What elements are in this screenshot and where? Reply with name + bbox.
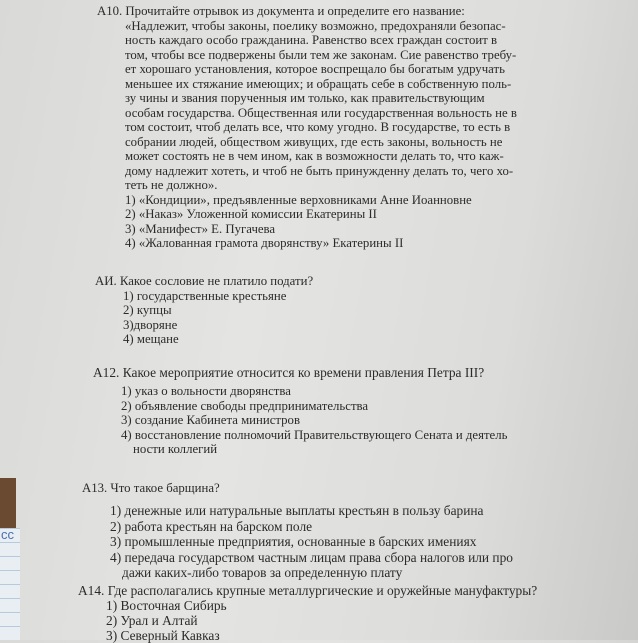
answer-option: 1) государственные крестьяне <box>123 288 287 303</box>
answer-option: 3) создание Кабинета министров <box>121 413 301 427</box>
passage-line: «Надлежит, чтобы законы, поелику возможно, предохраняли безопас- <box>125 18 506 33</box>
passage-line: собрании людей, обществом живущих, где есть законы, вольность не <box>125 134 503 149</box>
question-a11-title: АИ. Какое сословие не платило подати? <box>95 274 314 288</box>
question-a14-title: А14. Где располагались крупные металлургические и оружейные мануфактуры? <box>78 583 538 598</box>
answer-option: 4) восстановление полномочий Правительствующего Сената и деятель <box>121 427 508 442</box>
question-a10 <box>97 4 517 251</box>
notebook-page <box>0 528 20 640</box>
answer-option: 1) Восточная Сибирь <box>106 598 227 613</box>
table-edge <box>0 478 16 528</box>
passage-line: ность каждаго особо гражданина. Равенство всех граждан состоит в <box>125 33 498 47</box>
question-a13 <box>82 481 513 581</box>
question-a12 <box>93 366 507 457</box>
answer-option: 2) работа крестьян на барском поле <box>110 518 313 534</box>
answer-option: 3) промышленные предприятия, основанные в барских имениях <box>110 534 477 549</box>
answer-option: 3)дворяне <box>123 317 178 332</box>
passage-line: особам государства. Общественная или государственная вольность не в <box>125 105 517 120</box>
answer-option: 3) «Манифест» Е. Пугачева <box>125 221 276 236</box>
answer-option: 2) Урал и Алтай <box>106 613 198 628</box>
passage-line: ет хорошаго установления, которое воспрещало бы богатым удручать <box>125 62 505 76</box>
passage-line: зу чины и звания порученныя им только, как правительствующим <box>125 91 485 105</box>
passage-line: теть не должно». <box>125 178 218 192</box>
passage-line: том состоит, чтоб делать все, что кому угодно. В государстве, то есть в <box>125 120 511 134</box>
passage-line: дому надлежит хотеть, и чтоб не быть принужденну делать то, чего хо- <box>125 163 514 178</box>
answer-option: 1) указ о вольности дворянства <box>121 384 291 398</box>
question-a10-passage <box>97 19 517 193</box>
passage-line: может состоять не в чем ином, как в возможности делать то, что каж- <box>125 149 504 163</box>
question-a12-title: А12. Какое мероприятие относится ко времени правления Петра III? <box>93 365 485 380</box>
answer-option: 2) купцы <box>123 303 172 317</box>
question-a11 <box>95 274 313 347</box>
notebook-scribble: cc <box>1 527 14 542</box>
answer-option: 1) «Кондиции», предъявленные верховниками Анне Иоанновне <box>125 192 472 207</box>
question-a14 <box>78 583 537 643</box>
passage-line: меньшее их стяжание имеющих; и обращать себе в собственную поль- <box>125 76 512 91</box>
answer-option: 4) «Жалованная грамота дворянству» Екатерины II <box>125 236 404 250</box>
answer-option-continuation: ности коллегий <box>133 442 218 456</box>
answer-option: 4) передача государством частным лицам права сбора налогов или про <box>110 549 513 565</box>
answer-option: 4) мещане <box>123 332 179 346</box>
answer-option: 2) объявление свободы предпринимательства <box>121 398 369 413</box>
answer-option: 1) денежные или натуральные выплаты крестьян в пользу барина <box>110 503 484 518</box>
question-a13-title: А13. Что такое барщина? <box>82 481 220 495</box>
answer-option: 2) «Наказ» Уложенной комиссии Екатерины II <box>125 207 377 221</box>
answer-option: 3) Северный Кавказ <box>106 628 220 643</box>
passage-line: том, чтобы все подвержены были тем же законам. Сие равенство требу- <box>125 47 517 62</box>
answer-option-continuation: дажи каких-либо товаров за определенную плату <box>122 565 403 580</box>
question-a10-title: А10. Прочитайте отрывок из документа и определите его название: <box>97 4 465 18</box>
